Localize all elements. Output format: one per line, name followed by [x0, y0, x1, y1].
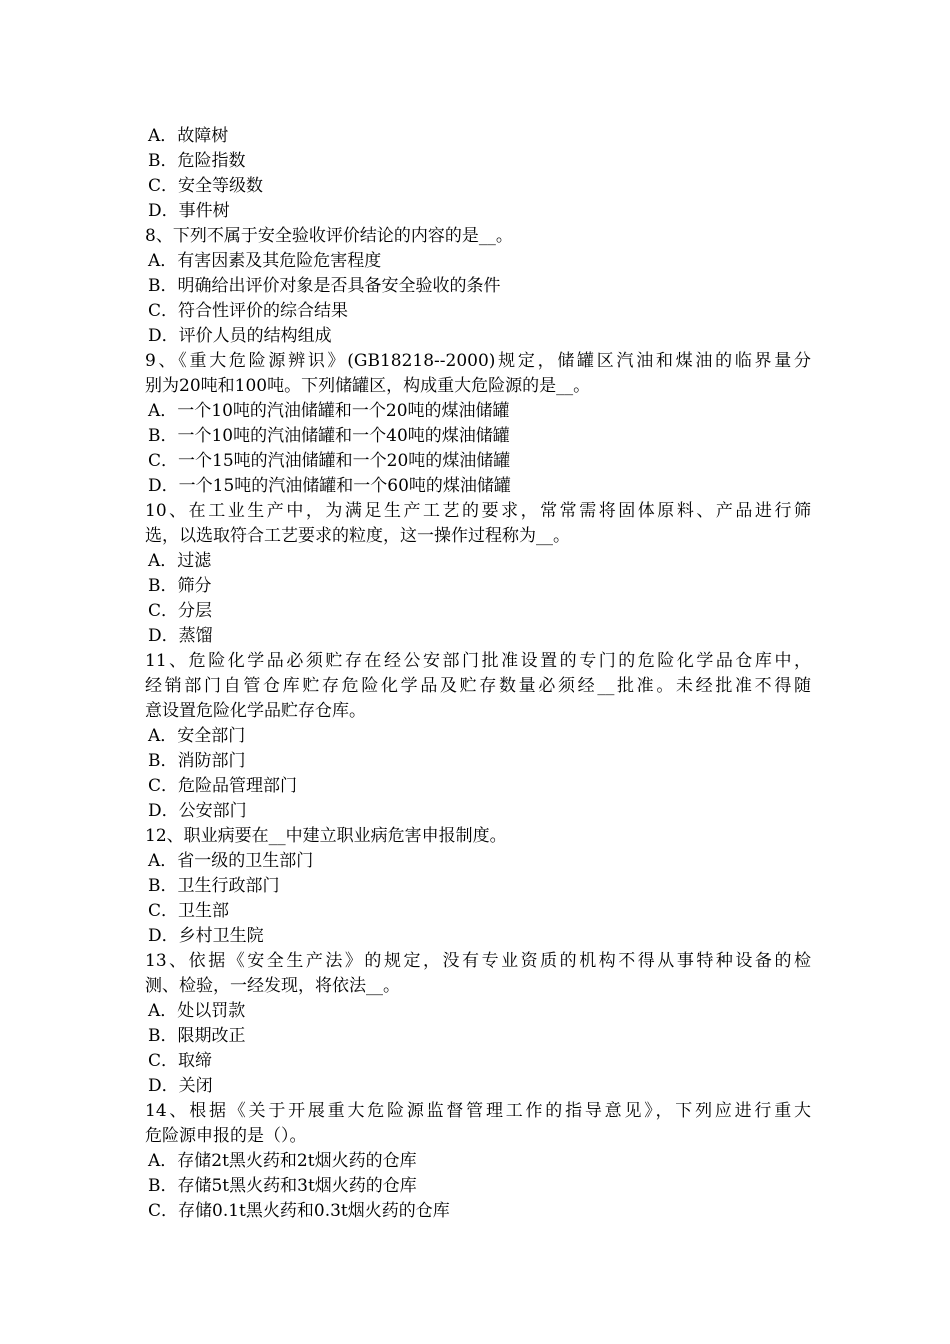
question-line: 测、检验，一经发现，将依法__。 [145, 976, 400, 996]
question-text [145, 499, 811, 549]
answer-option: C．安全等级数 [148, 176, 264, 196]
answer-option: B．筛分 [148, 576, 212, 596]
answer-option: D．评价人员的结构组成 [148, 326, 332, 346]
question-line: 选，以选取符合工艺要求的粒度，这一操作过程称为__。 [145, 526, 570, 546]
question-line: 13、依据《安全生产法》的规定，没有专业资质的机构不得从事特种设备的检 [145, 951, 811, 971]
question-text [145, 824, 811, 849]
answer-option: A．一个10吨的汽油储罐和一个20吨的煤油储罐 [148, 401, 510, 421]
answer-option: A．存储2t黑火药和2t烟火药的仓库 [148, 1151, 417, 1171]
answer-option: B．存储5t黑火药和3t烟火药的仓库 [148, 1176, 417, 1196]
question-line: 危险源申报的是（）。 [145, 1126, 307, 1146]
answer-option: D．乡村卫生院 [148, 926, 264, 946]
answer-option: C．一个15吨的汽油储罐和一个20吨的煤油储罐 [148, 451, 511, 471]
answer-option: D．事件树 [148, 201, 230, 221]
answer-option: C．危险品管理部门 [148, 776, 298, 796]
answer-option: C．取缔 [148, 1051, 213, 1071]
answer-option: C．符合性评价的综合结果 [148, 301, 349, 321]
question-line: 10、在工业生产中，为满足生产工艺的要求，常常需将固体原料、产品进行筛 [145, 501, 811, 521]
answer-option: A．过滤 [148, 551, 212, 571]
answer-option: B．一个10吨的汽油储罐和一个40吨的煤油储罐 [148, 426, 510, 446]
answer-option: D．关闭 [148, 1076, 213, 1096]
answer-option: C．卫生部 [148, 901, 230, 921]
question-line: 经销部门自管仓库贮存危险化学品及贮存数量必须经__批准。未经批准不得随 [145, 676, 811, 696]
answer-option: A．故障树 [148, 126, 229, 146]
answer-option: C．存储0.1t黑火药和0.3t烟火药的仓库 [148, 1201, 450, 1221]
answer-option: B．卫生行政部门 [148, 876, 280, 896]
answer-option: B．限期改正 [148, 1026, 246, 1046]
answer-option: D．蒸馏 [148, 626, 213, 646]
question-line: 12、职业病要在__中建立职业病危害申报制度。 [145, 826, 507, 846]
answer-option: D．一个15吨的汽油储罐和一个60吨的煤油储罐 [148, 476, 511, 496]
question-line: 意设置危险化学品贮存仓库。 [145, 701, 366, 721]
answer-option: B．危险指数 [148, 151, 246, 171]
answer-option: A．安全部门 [148, 726, 246, 746]
question-line: 别为20吨和100吨。下列储罐区，构成重大危险源的是__。 [145, 376, 591, 396]
answer-option: D．公安部门 [148, 801, 247, 821]
answer-option: B．消防部门 [148, 751, 246, 771]
question-line: 14、根据《关于开展重大危险源监督管理工作的指导意见》，下列应进行重大 [145, 1101, 811, 1121]
document-page [145, 124, 811, 1224]
answer-option: A．处以罚款 [148, 1001, 246, 1021]
question-line: 11、危险化学品必须贮存在经公安部门批准设置的专门的危险化学品仓库中， [145, 651, 811, 671]
question-text [145, 224, 811, 249]
answer-option: A．有害因素及其危险危害程度 [148, 251, 382, 271]
question-line: 9、《重大危险源辨识》(GB18218--2000)规定，储罐区汽油和煤油的临界量分 [145, 351, 811, 371]
question-text [145, 1099, 811, 1149]
answer-option: C．分层 [148, 601, 213, 621]
question-text [145, 949, 811, 999]
question-text [145, 349, 811, 399]
answer-option: A．省一级的卫生部门 [148, 851, 314, 871]
answer-option: B．明确给出评价对象是否具备安全验收的条件 [148, 276, 501, 296]
question-text [145, 649, 811, 724]
question-line: 8、下列不属于安全验收评价结论的内容的是__。 [145, 226, 513, 246]
